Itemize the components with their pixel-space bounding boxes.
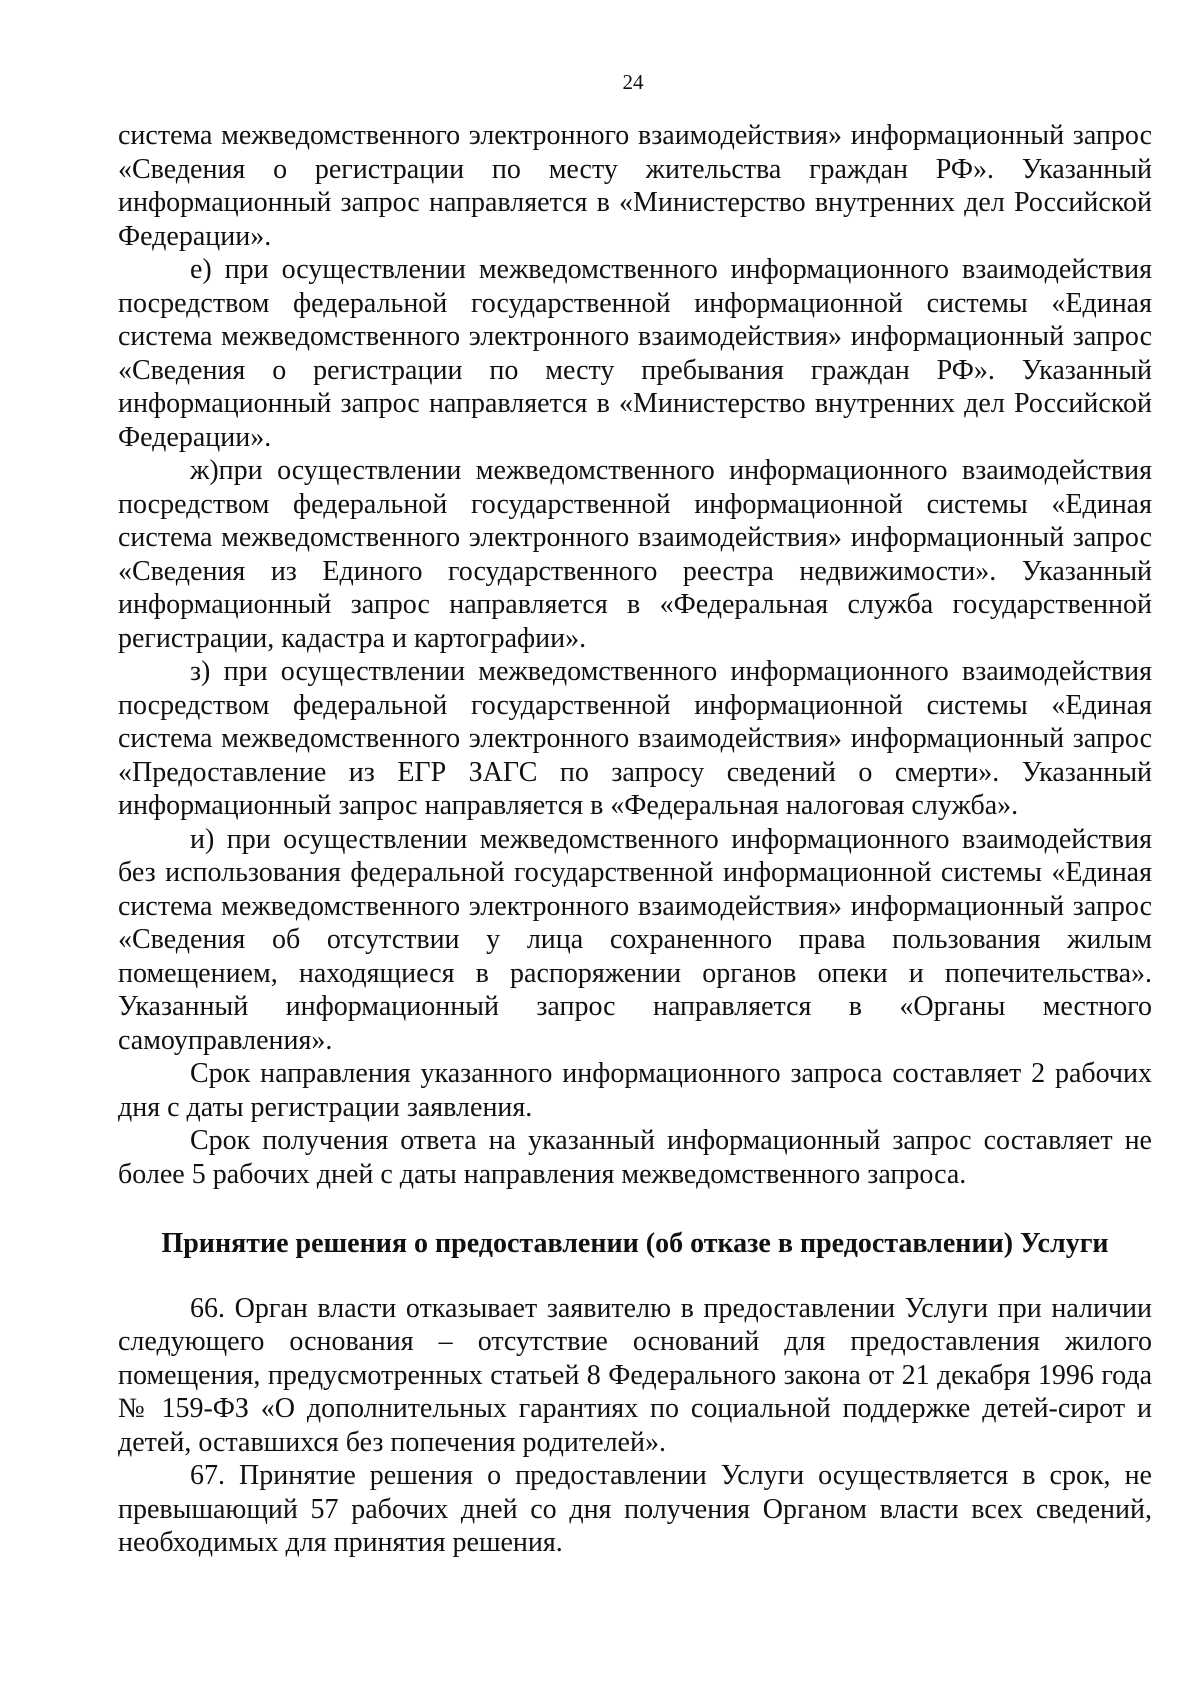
- section-heading: Принятие решения о предоставлении (об отказе в предоставлении) Услуги: [161, 1228, 1109, 1259]
- paragraph-item-e: е) при осуществлении межведомственного информационного взаимодействия посредством федеральной государственной информационной системы «Единая система межведомственного электронного взаимодействия» информационный запрос «Сведения о регистрации по месту пребывания граждан РФ». Указанный информационный запрос направляется в «Министерство внутренних дел Российской Федерации».: [118, 254, 1152, 453]
- document-body: [118, 119, 1152, 1560]
- paragraph-67: 67. Принятие решения о предоставлении Услуги осуществляется в срок, не превышающий 57 рабочих дней со дня получения Органом власти всех сведений, необходимых для принятия решения.: [118, 1460, 1152, 1558]
- paragraph-item-zh: ж)при осуществлении межведомственного информационного взаимодействия посредством федеральной государственной информационной системы «Единая система межведомственного электронного взаимодействия» информационный запрос «Сведения из Единого государственного реестра недвижимости». Указанный информационный запрос направляется в «Федеральная служба государственной регистрации, кадастра и картографии».: [118, 455, 1152, 654]
- paragraph-item-z: з) при осуществлении межведомственного информационного взаимодействия посредством федеральной государственной информационной системы «Единая система межведомственного электронного взаимодействия» информационный запрос «Предоставление из ЕГР ЗАГС по запросу сведений о смерти». Указанный информационный запрос направляется в «Федеральная налоговая служба».: [118, 656, 1152, 821]
- paragraph-request-term: Срок направления указанного информационного запроса составляет 2 рабочих дня с даты регистрации заявления.: [118, 1058, 1152, 1123]
- paragraph-continuation: система межведомственного электронного взаимодействия» информационный запрос «Сведения о регистрации по месту жительства граждан РФ». Указанный информационный запрос направляется в «Министерство внутренних дел Российской Федерации».: [118, 120, 1152, 252]
- paragraph-response-term: Срок получения ответа на указанный информационный запрос составляет не более 5 рабочих дней с даты направления межведомственного запроса.: [118, 1125, 1152, 1190]
- paragraph-item-i: и) при осуществлении межведомственного информационного взаимодействия без использования федеральной государственной информационной системы «Единая система межведомственного электронного взаимодействия» информационный запрос «Сведения об отсутствии у лица сохраненного права пользования жилым помещением, находящиеся в распоряжении органов опеки и попечительства». Указанный информационный запрос направляется в «Органы местного самоуправления».: [118, 823, 1152, 1056]
- paragraph-66: 66. Орган власти отказывает заявителю в предоставлении Услуги при наличии следующего основания – отсутствие оснований для предоставления жилого помещения, предусмотренных статьей 8 Федерального закона от 21 декабря 1996 года № 159-ФЗ «О дополнительных гарантиях по социальной поддержке детей-сирот и детей, оставшихся без попечения родителей».: [118, 1292, 1152, 1458]
- page-number: 24: [622, 70, 644, 94]
